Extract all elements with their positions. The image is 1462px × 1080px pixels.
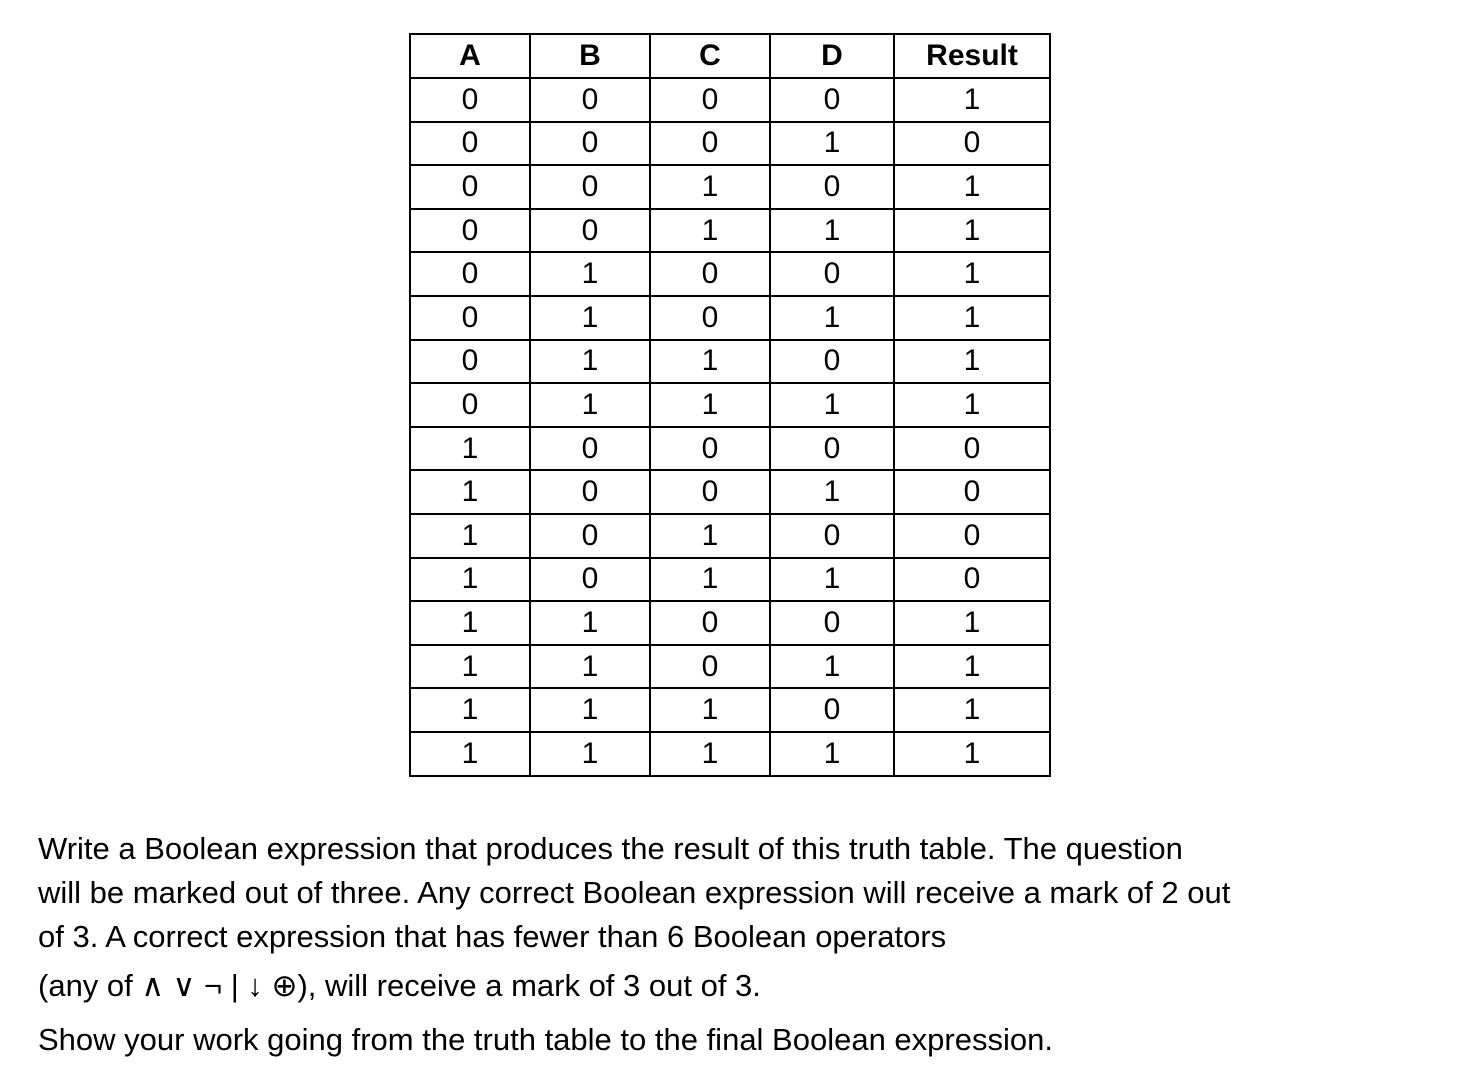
table-cell: 0	[410, 78, 530, 122]
table-cell: 1	[894, 645, 1050, 689]
table-row	[410, 470, 1050, 514]
table-cell: 0	[770, 252, 894, 296]
table-cell: 1	[530, 340, 650, 384]
table-row	[410, 78, 1050, 122]
table-cell: 0	[530, 165, 650, 209]
question-line-3: of 3. A correct expression that has fewer than 6 Boolean operators	[38, 919, 947, 954]
table-cell: 1	[410, 732, 530, 776]
table-row	[410, 558, 1050, 602]
table-row	[410, 296, 1050, 340]
table-cell: 0	[894, 122, 1050, 166]
table-row	[410, 383, 1050, 427]
table-row	[410, 427, 1050, 471]
table-cell: 1	[894, 78, 1050, 122]
table-row	[410, 645, 1050, 689]
table-cell: 0	[650, 252, 770, 296]
table-cell: 0	[530, 78, 650, 122]
table-cell: 1	[410, 427, 530, 471]
table-cell: 0	[770, 340, 894, 384]
table-cell: 1	[530, 601, 650, 645]
table-cell: 0	[770, 78, 894, 122]
table-cell: 1	[530, 732, 650, 776]
table-cell: 0	[894, 558, 1050, 602]
table-cell: 0	[410, 165, 530, 209]
table-cell: 1	[894, 732, 1050, 776]
table-cell: 0	[894, 427, 1050, 471]
table-cell: 0	[410, 209, 530, 253]
table-cell: 0	[770, 427, 894, 471]
table-cell: 1	[650, 165, 770, 209]
table-cell: 1	[410, 558, 530, 602]
table-cell: 0	[894, 514, 1050, 558]
table-cell: 1	[894, 165, 1050, 209]
table-cell: 0	[530, 209, 650, 253]
table-cell: 0	[530, 427, 650, 471]
table-row	[410, 165, 1050, 209]
table-cell: 1	[650, 688, 770, 732]
table-cell: 1	[530, 645, 650, 689]
table-cell: 0	[410, 383, 530, 427]
column-header-a: A	[410, 34, 530, 78]
table-cell: 0	[650, 601, 770, 645]
table-cell: 0	[410, 340, 530, 384]
table-cell: 0	[650, 296, 770, 340]
table-cell: 1	[770, 209, 894, 253]
table-cell: 0	[894, 470, 1050, 514]
table-cell: 1	[650, 340, 770, 384]
table-cell: 1	[894, 383, 1050, 427]
truth-table	[409, 33, 1051, 777]
table-cell: 1	[410, 645, 530, 689]
question-line-4: (any of ∧ ∨ ¬ | ↓ ⊕), will receive a mark of 3 out of 3.	[38, 968, 761, 1003]
table-row	[410, 252, 1050, 296]
table-cell: 0	[410, 252, 530, 296]
table-cell: 1	[530, 296, 650, 340]
table-cell: 1	[894, 340, 1050, 384]
table-cell: 0	[650, 470, 770, 514]
table-cell: 1	[770, 122, 894, 166]
table-cell: 1	[410, 688, 530, 732]
table-cell: 1	[650, 514, 770, 558]
table-cell: 1	[894, 296, 1050, 340]
table-row	[410, 514, 1050, 558]
table-cell: 0	[770, 601, 894, 645]
table-cell: 0	[770, 514, 894, 558]
table-cell: 1	[650, 383, 770, 427]
table-row	[410, 122, 1050, 166]
table-cell: 0	[650, 645, 770, 689]
column-header-c: C	[650, 34, 770, 78]
table-cell: 1	[410, 470, 530, 514]
table-cell: 1	[894, 601, 1050, 645]
table-cell: 1	[530, 252, 650, 296]
table-cell: 1	[410, 514, 530, 558]
table-cell: 1	[650, 558, 770, 602]
table-cell: 0	[650, 427, 770, 471]
table-cell: 1	[770, 470, 894, 514]
table-cell: 0	[650, 78, 770, 122]
table-row	[410, 340, 1050, 384]
table-cell: 1	[770, 296, 894, 340]
table-cell: 1	[650, 209, 770, 253]
question-line-2: will be marked out of three. Any correct Boolean expression will receive a mark of 2 out	[38, 875, 1231, 910]
column-header-b: B	[530, 34, 650, 78]
column-header-d: D	[770, 34, 894, 78]
table-row	[410, 732, 1050, 776]
table-cell: 0	[770, 688, 894, 732]
column-header-result: Result	[894, 34, 1050, 78]
question-line-5: Show your work going from the truth table to the final Boolean expression.	[38, 1022, 1053, 1057]
table-cell: 1	[530, 383, 650, 427]
table-cell: 1	[770, 645, 894, 689]
table-cell: 0	[410, 122, 530, 166]
table-cell: 1	[650, 732, 770, 776]
table-cell: 0	[770, 165, 894, 209]
table-cell: 0	[650, 122, 770, 166]
table-cell: 1	[770, 558, 894, 602]
table-cell: 1	[770, 732, 894, 776]
table-cell: 1	[770, 383, 894, 427]
table-cell: 1	[530, 688, 650, 732]
table-cell: 0	[530, 514, 650, 558]
table-cell: 0	[530, 470, 650, 514]
header-row	[410, 34, 1050, 78]
table-row	[410, 209, 1050, 253]
table-cell: 1	[894, 252, 1050, 296]
table-cell: 0	[530, 558, 650, 602]
table-cell: 1	[894, 209, 1050, 253]
table-row	[410, 601, 1050, 645]
table-cell: 1	[894, 688, 1050, 732]
table-row	[410, 688, 1050, 732]
question-line-1: Write a Boolean expression that produces the result of this truth table. The question	[38, 831, 1183, 866]
table-cell: 1	[410, 601, 530, 645]
table-cell: 0	[410, 296, 530, 340]
table-body	[410, 78, 1050, 776]
table-cell: 0	[530, 122, 650, 166]
